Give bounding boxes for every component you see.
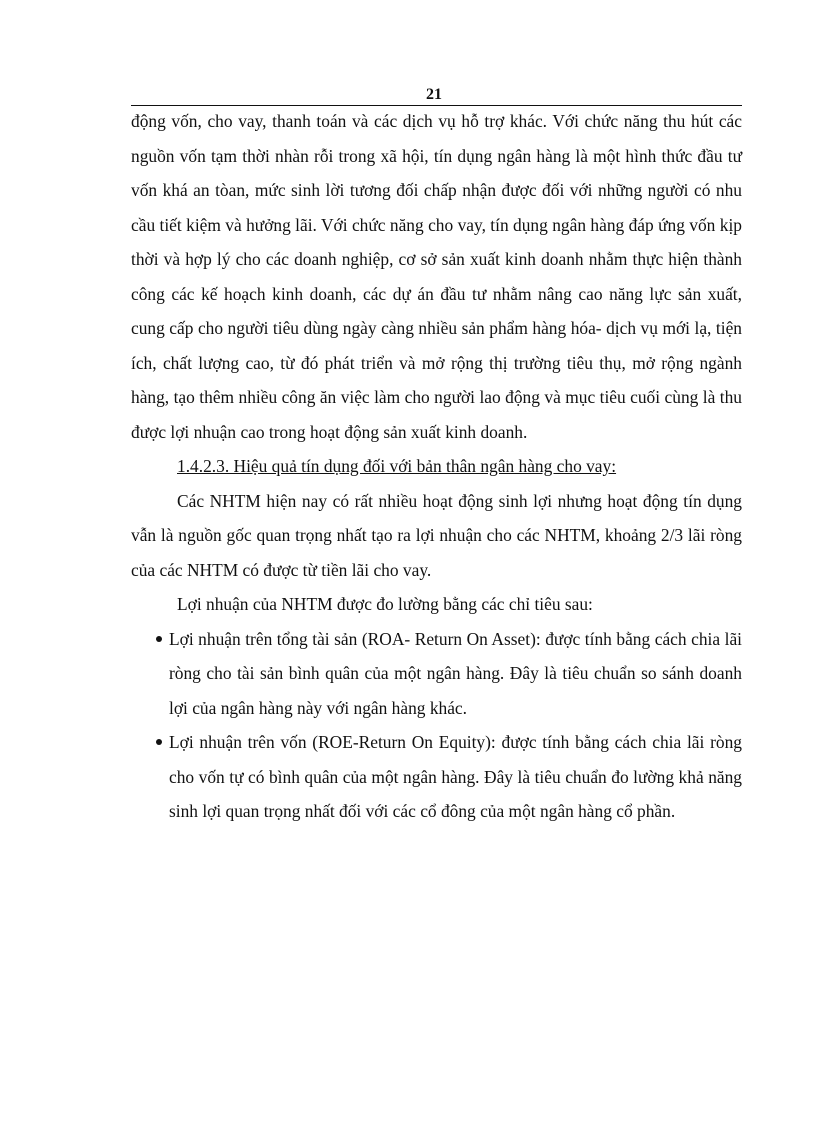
list-item-roa	[131, 622, 742, 726]
list-item-text: Lợi nhuận trên vốn (ROE-Return On Equity): được tính bằng cách chia lãi ròng cho vốn tự có bình quân của một ngân hàng. Đây là tiêu chuẩn đo lường khả năng sinh lợi quan trọng nhất đối với các cổ đông của một ngân hàng cổ phần.	[169, 732, 742, 821]
bullet-icon	[156, 739, 162, 745]
indicator-list	[131, 622, 742, 829]
body-text	[131, 104, 742, 829]
section-heading: 1.4.2.3. Hiệu quả tín dụng đối với bản thân ngân hàng cho vay:	[177, 456, 617, 476]
paragraph-bank-profit: Các NHTM hiện nay có rất nhiều hoạt động sinh lợi nhưng hoạt động tín dụng vẫn là nguồn gốc quan trọng nhất tạo ra lợi nhuận cho các NHTM, khoảng 2/3 lãi ròng của các NHTM có được từ tiền lãi cho vay.	[131, 490, 742, 580]
paragraph-continuation: động vốn, cho vay, thanh toán và các dịch vụ hỗ trợ khác. Với chức năng thu hút các nguồn vốn tạm thời nhàn rỗi trong xã hội, tín dụng ngân hàng là một hình thức đầu tư vốn khá an tòan, mức sinh lời tương đối chấp nhận được đối với những người có nhu cầu tiết kiệm và hưởng lãi. Với chức năng cho vay, tín dụng ngân hàng đáp ứng vốn kịp thời và hợp lý cho các doanh nghiệp, cơ sở sản xuất kinh doanh nhằm thực hiện thành công các kế hoạch kinh doanh, các dự án đầu tư nhằm nâng cao năng lực sản xuất, cung cấp cho người tiêu dùng ngày càng nhiều sản phẩm hàng hóa- dịch vụ mới lạ, tiện ích, chất lượng cao, từ đó phát triển và mở rộng thị trường tiêu thụ, mở rộng ngành hàng, tạo thêm nhiều công ăn việc làm cho người lao động và mục tiêu cuối cùng là thu được lợi nhuận cao trong hoạt động sản xuất kinh doanh.	[131, 111, 742, 442]
list-item-text: Lợi nhuận trên tổng tài sản (ROA- Return On Asset): được tính bằng cách chia lãi ròng cho tài sản bình quân của một ngân hàng. Đây là tiêu chuẩn so sánh doanh lợi của ngân hàng này với ngân hàng khác.	[169, 628, 742, 718]
bullet-icon	[156, 636, 162, 642]
list-item-roe	[131, 725, 742, 829]
paragraph-indicators-intro: Lợi nhuận của NHTM được đo lường bằng các chỉ tiêu sau:	[177, 594, 593, 614]
page-number: 21	[426, 86, 442, 103]
